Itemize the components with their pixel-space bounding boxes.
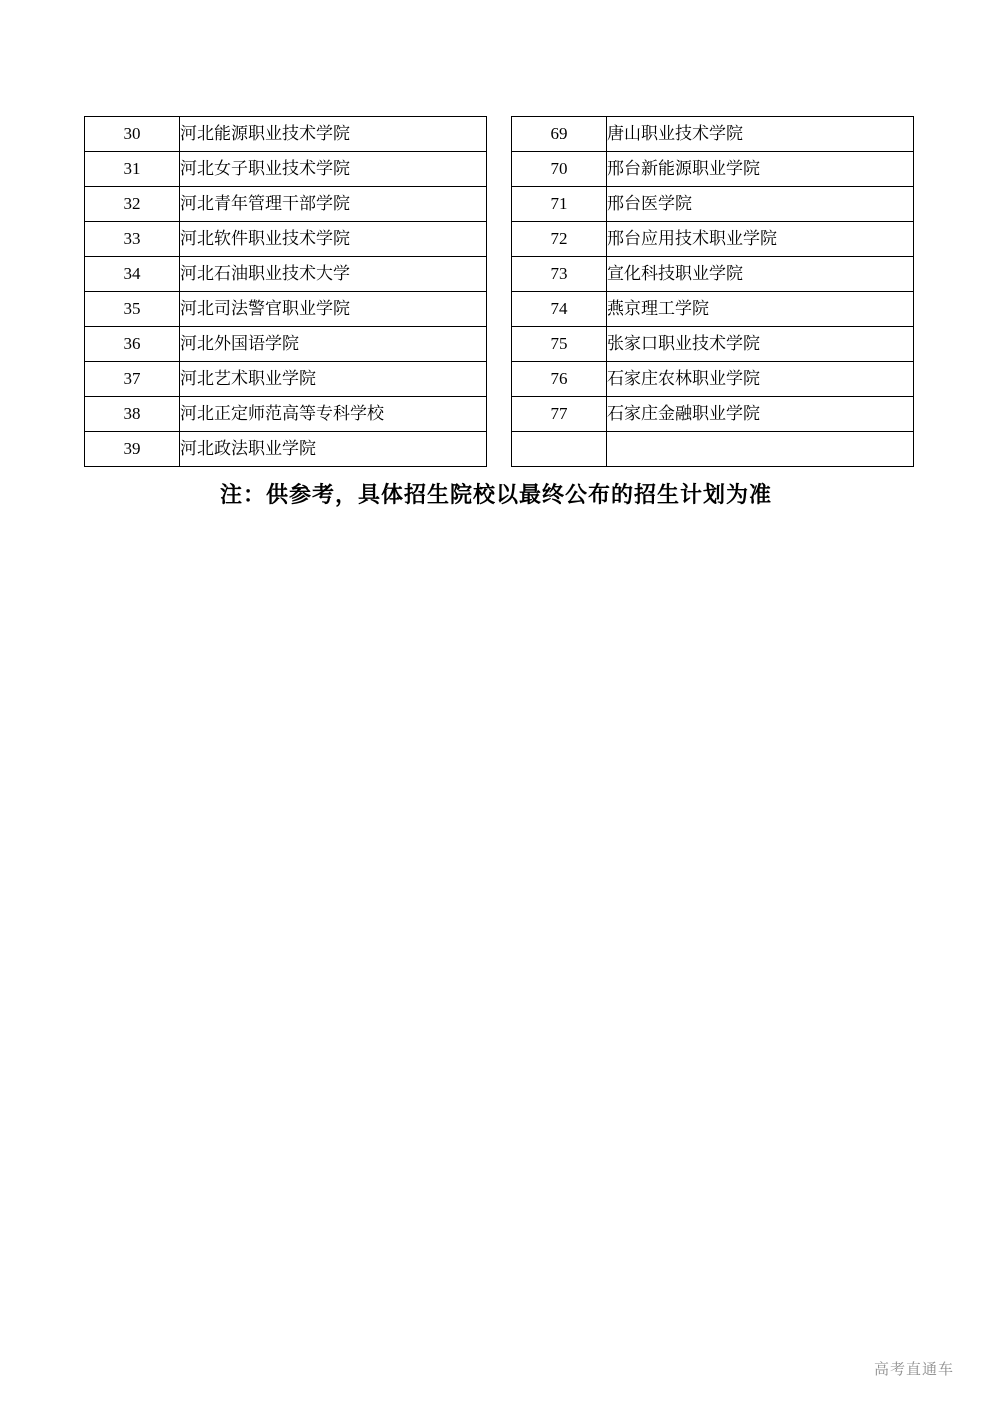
college-list-tables: [84, 116, 914, 467]
table-row: [85, 187, 487, 222]
table-row: [85, 152, 487, 187]
college-name: 河北艺术职业学院: [180, 362, 487, 397]
row-number: 35: [85, 292, 180, 327]
college-name: 河北石油职业技术大学: [180, 257, 487, 292]
right-college-table: [511, 116, 914, 467]
table-row: [512, 257, 914, 292]
college-name: 邢台新能源职业学院: [607, 152, 914, 187]
college-name: 石家庄金融职业学院: [607, 397, 914, 432]
college-name: 河北外国语学院: [180, 327, 487, 362]
row-number: 70: [512, 152, 607, 187]
row-number: 31: [85, 152, 180, 187]
table-row: [85, 362, 487, 397]
college-name: 河北能源职业技术学院: [180, 117, 487, 152]
college-name: 邢台应用技术职业学院: [607, 222, 914, 257]
row-number: 33: [85, 222, 180, 257]
table-row: [85, 292, 487, 327]
college-name: 河北政法职业学院: [180, 432, 487, 467]
table-row: [512, 292, 914, 327]
row-number: 37: [85, 362, 180, 397]
table-row: [512, 397, 914, 432]
row-number: 32: [85, 187, 180, 222]
table-row: [512, 152, 914, 187]
row-number: 39: [85, 432, 180, 467]
table-row: [85, 117, 487, 152]
table-row: [85, 327, 487, 362]
college-name: 河北正定师范高等专科学校: [180, 397, 487, 432]
table-row: [512, 222, 914, 257]
watermark: 高考直通车: [873, 1360, 954, 1378]
row-number: 69: [512, 117, 607, 152]
table-row: [512, 432, 914, 467]
table-row: [85, 397, 487, 432]
row-number: 76: [512, 362, 607, 397]
college-name: 宣化科技职业学院: [607, 257, 914, 292]
table-row: [85, 222, 487, 257]
table-row: [85, 432, 487, 467]
row-number: 75: [512, 327, 607, 362]
row-number: 34: [85, 257, 180, 292]
college-name: 河北司法警官职业学院: [180, 292, 487, 327]
table-row: [85, 257, 487, 292]
college-name: 石家庄农林职业学院: [607, 362, 914, 397]
college-name: 河北软件职业技术学院: [180, 222, 487, 257]
college-name: 河北青年管理干部学院: [180, 187, 487, 222]
college-name: 张家口职业技术学院: [607, 327, 914, 362]
college-name: 燕京理工学院: [607, 292, 914, 327]
row-number: 30: [85, 117, 180, 152]
row-number: [512, 432, 607, 467]
table-row: [512, 187, 914, 222]
college-name: 唐山职业技术学院: [607, 117, 914, 152]
row-number: 73: [512, 257, 607, 292]
college-name: 河北女子职业技术学院: [180, 152, 487, 187]
note-text: 注：供参考，具体招生院校以最终公布的招生计划为准: [219, 482, 772, 508]
table-row: [512, 362, 914, 397]
row-number: 77: [512, 397, 607, 432]
left-college-table: [84, 116, 487, 467]
row-number: 74: [512, 292, 607, 327]
row-number: 72: [512, 222, 607, 257]
table-row: [512, 117, 914, 152]
college-name: 邢台医学院: [607, 187, 914, 222]
row-number: 36: [85, 327, 180, 362]
row-number: 38: [85, 397, 180, 432]
college-name: [607, 432, 914, 467]
row-number: 71: [512, 187, 607, 222]
table-row: [512, 327, 914, 362]
